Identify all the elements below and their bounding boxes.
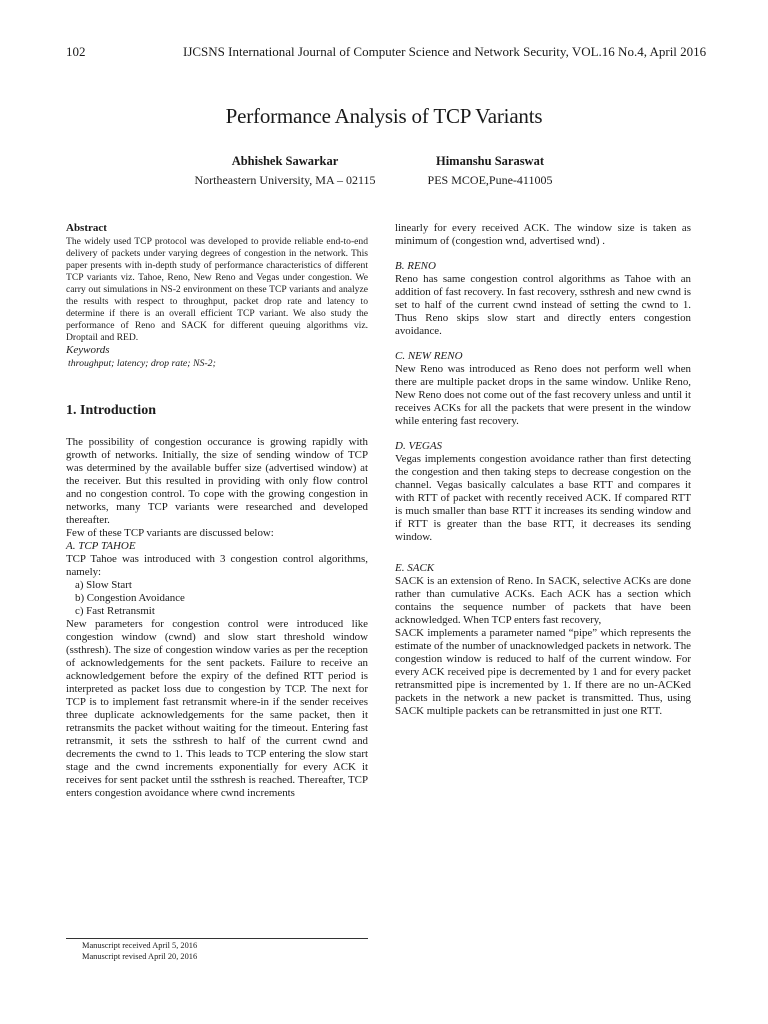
page-number: 102	[66, 44, 86, 59]
keywords-text: throughput; latency; drop rate; NS-2;	[68, 358, 216, 369]
newreno-paragraph: New Reno was introduced as Reno does not perform well when there are multiple packet drops in the same window. Unlike Reno, New Reno does not come out of the fast recovery unless and until it receives ACKs for all the packets that were present in the window while entering fast recovery.	[395, 363, 691, 427]
tahoe-continued: linearly for every received ACK. The window size is taken as minimum of (congestion wnd, advertised wnd) .	[395, 222, 691, 247]
author-name: Himanshu Saraswat	[435, 154, 544, 168]
subsection-heading-reno: B. RENO	[395, 260, 436, 272]
keywords-heading: Keywords	[66, 344, 110, 356]
journal-header: IJCSNS International Journal of Computer Science and Network Security, VOL.16 No.4, April 2016	[183, 44, 707, 59]
author-2	[380, 154, 600, 188]
list-item: c) Fast Retransmit	[75, 605, 155, 617]
author-affiliation: Northeastern University, MA – 02115	[194, 173, 376, 187]
footnote-rule	[66, 938, 368, 939]
author-name: Abhishek Sawarkar	[231, 154, 339, 168]
list-item: b) Congestion Avoidance	[75, 592, 185, 604]
paper-title: Performance Analysis of TCP Variants	[225, 104, 543, 128]
intro-paragraph: The possibility of congestion occurance is growing rapidly with growth of networks. Initially, the size of sending window of TCP was determined by the available buffer size (advertised window) at the receiver. But this resulted in providing with only flow control and no congestion control. To cope with the growing congestion in networks, many TCP variants were researched and developed thereafter.	[66, 436, 368, 526]
abstract-text: The widely used TCP protocol was developed to provide reliable end-to-end delivery of packets under varying degrees of congestion in the network. This paper presents with in-depth study of performance characteristics of different TCP variants viz. Tahoe, Reno, New Reno and Vegas under congestion. We carry out simulations in NS-2 environment on these TCP variants and analyze the results with respect to throughput, packet drop rate and latency to determine if there is an overall efficient TCP variant. We also study the performance of Reno and SACK for different queuing algorithms viz. Droptail and RED.	[66, 236, 368, 343]
author-1	[175, 154, 395, 188]
tahoe-paragraph: New parameters for congestion control were introduced like congestion window (cwnd) and slow start threshold window (ssthresh). The size of congestion window varies as per the reception of acknowledgements for the sent packets. Failure to receive an acknowledgement before the expiry of the defined RTT period is interpreted as packet loss due to congestion by TCP. The next for TCP is to implement fast retransmit where-in if the sender receives three duplicate acknowledgements for the same packet, then it retransmits the packet without waiting for the timeout. Entering fast retransmit, it sets the ssthresh to half of the current cwnd and decrements the cwnd to 1. This leads to TCP entering the slow start stage and the cwnd increments exponentially for every ACK it receives for sent packet until the ssthresh is reached. Thereafter, TCP enters congestion avoidance where cwnd increments	[66, 618, 368, 799]
right-column	[395, 222, 691, 718]
footnote-revised: Manuscript revised April 20, 2016	[82, 952, 198, 961]
subsection-heading-vegas: D. VEGAS	[395, 440, 443, 452]
vegas-paragraph: Vegas implements congestion avoidance rather than first detecting the congestion and then taking steps to decrease congestion on the channel. Vegas basically calculates a base RTT and compares it with RTT of packet with recently received ACK. If compared RTT is much smaller than base RTT it increases its sending window and if RTT is greater than the base RTT, it decreases its sending window.	[395, 453, 691, 543]
sack-paragraph: SACK implements a parameter named “pipe” which represents the estimate of the number of unacknowledged packets in network. The congestion window is reduced to half of the current window. For every ACK received pipe is decremented by 1 and for every packet retransmitted pipe is incremented by 1. If there are no un-ACKed packets in the network a new packet is transmitted. Thus, using SACK multiple packets can be retransmitted in just one RTT.	[395, 627, 691, 717]
subsection-heading-tahoe: A. TCP TAHOE	[66, 540, 136, 552]
reno-paragraph: Reno has same congestion control algorithms as Tahoe with an addition of fast recovery. In fast recovery, ssthresh and new cwnd is set to half of the current cwnd instead of setting the cwnd to 1. Thus Reno skips slow start and directly enters congestion avoidance.	[395, 273, 691, 337]
sack-paragraph: SACK is an extension of Reno. In SACK, selective ACKs are done rather than cumulative ACKs. Each ACK has a section which contains the sequence number of packets that have been acknowledged. When TCP enters fast recovery,	[395, 575, 691, 626]
tahoe-intro: TCP Tahoe was introduced with 3 congestion control algorithms, namely:	[66, 553, 368, 578]
intro-paragraph: Few of these TCP variants are discussed below:	[66, 527, 274, 539]
footnote-received: Manuscript received April 5, 2016	[82, 941, 198, 950]
list-item: a) Slow Start	[75, 579, 132, 591]
author-affiliation: PES MCOE,Pune-411005	[427, 173, 553, 187]
left-column	[66, 222, 368, 800]
abstract-heading: Abstract	[66, 222, 107, 234]
subsection-heading-sack: E. SACK	[395, 562, 435, 574]
section-heading-introduction: 1. Introduction	[66, 403, 156, 418]
subsection-heading-newreno: C. NEW RENO	[395, 350, 463, 362]
